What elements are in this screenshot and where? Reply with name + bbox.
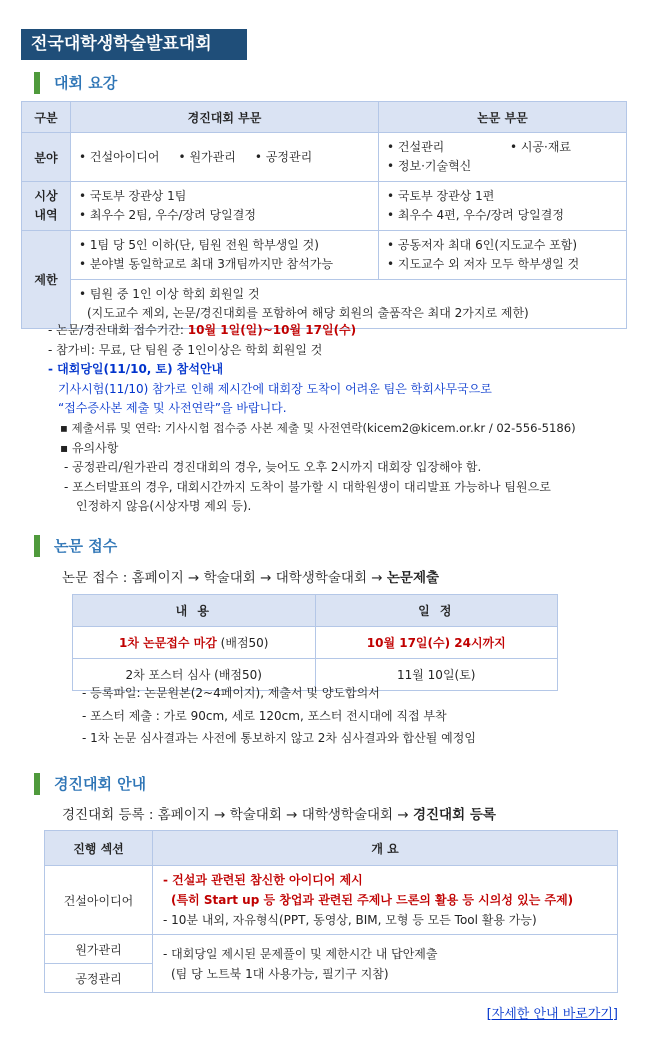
header-content: 내 용 (73, 595, 316, 627)
notes-caution-2: - 포스터발표의 경우, 대회시간까지 도착이 불가할 시 대학원생이 대리발표 가능하나 팀원으로 (64, 479, 551, 494)
header-section: 진행 섹션 (45, 831, 153, 866)
schedule-date: 11월 10일(토) (315, 659, 558, 691)
header-schedule: 일 정 (315, 595, 558, 627)
period-value: 10월 1일(일)~10월 17일(수) (187, 323, 357, 337)
table-row (22, 133, 627, 182)
table-header-row (45, 831, 618, 866)
mgmt-line-1: - 대회당일 제시된 문제풀이 및 제한시간 내 답안제출 (163, 946, 438, 961)
contest-award-cell (71, 182, 379, 231)
schedule-item: 1차 논문접수 마감 (배점50) (73, 627, 316, 659)
list-item: • 건설관리 (387, 140, 445, 154)
header-contest: 경진대회 부문 (71, 102, 379, 133)
overview-table (21, 101, 627, 329)
paper-flow: 논문 접수 : 홈페이지 → 학술대회 → 대학생학술대회 → 논문제출 (62, 570, 440, 586)
list-item: • 지도교수 외 저자 모두 학부생일 것 (387, 255, 618, 274)
table-header-row (73, 595, 558, 627)
contest-flow: 경진대회 등록 : 홈페이지 → 학술대회 → 대학생학술대회 → 경진대회 등록 (62, 807, 496, 823)
notes-block (48, 321, 628, 517)
list-item: • 1팀 당 5인 이하(단, 팀원 전원 학부생일 것) (79, 236, 370, 255)
list-item: • 최우수 2팀, 우수/장려 당일결정 (79, 206, 370, 225)
process-label: 공정관리 (45, 964, 153, 993)
list-item: • 시공·재료 (509, 140, 572, 154)
notes-caution-1: - 공정관리/원가관리 경진대회의 경우, 늦어도 오후 2시까지 대회장 입장해야 함. (64, 460, 482, 475)
list-item: (지도교수 제외, 논문/경진대회를 포함하여 해당 회원의 출품작은 최대 2가지로 제한) (87, 306, 529, 320)
page-title: 전국대학생학술발표대회 (21, 29, 247, 60)
table-row (45, 935, 618, 964)
paper-limit-cell (379, 231, 627, 280)
idea-line-3: - 10분 내외, 자유형식(PPT, 동영상, BIM, 모형 등 모든 Tool 활용 가능) (163, 913, 537, 927)
notes-exam-1: 기사시험(11/10) 참가로 인해 제시간에 대회장 도착이 어려운 팀은 학회사무국으로 (58, 381, 492, 396)
paper-field-cell (379, 133, 627, 182)
contest-field-cell (71, 133, 379, 182)
header-category: 구분 (22, 102, 71, 133)
idea-line-1: - 건설과 관련된 참신한 아이디어 제시 (163, 873, 363, 887)
list-item: • 원가관리 (178, 149, 236, 164)
table-row (22, 182, 627, 231)
table-row (73, 627, 558, 659)
contest-limit-cell (71, 231, 379, 280)
table-row (45, 866, 618, 935)
header-overview: 개 요 (153, 831, 618, 866)
notes-caution-3: 인정하지 않음(시상자명 제외 등). (76, 499, 252, 514)
schedule-item: 2차 포스터 심사 (배점50) (73, 659, 316, 691)
table-row (22, 231, 627, 280)
schedule-date: 10월 17일(수) 24시까지 (315, 627, 558, 659)
list-item: • 공정관리 (254, 149, 313, 164)
notes-submit: ▪ 제출서류 및 연락: 기사시험 접수증 사본 제출 및 사전연락(kicem2@kicem.or.kr / 02-556-5186) (60, 420, 576, 435)
list-item: • 팀원 중 1인 이상 학회 회원일 것 (79, 285, 618, 304)
list-item: - 포스터 제출 : 가로 90cm, 세로 120cm, 포스터 전시대에 직접 부착 (82, 708, 447, 723)
list-item: - 1차 논문 심사결과는 사전에 통보하지 않고 2차 심사결과와 합산될 예정임 (82, 731, 476, 745)
list-item: • 정보·기술혁신 (387, 159, 472, 173)
row-label-field: 분야 (22, 133, 71, 182)
row-label-award: 시상 내역 (22, 182, 71, 231)
row-label-limit: 제한 (22, 231, 71, 329)
cost-label: 원가관리 (45, 935, 153, 964)
section-heading-overview: 대회 요강 (34, 72, 117, 94)
list-item: - 등록파일: 논문원본(2~4페이지), 제출서 및 양도합의서 (82, 686, 380, 700)
idea-line-2: (특히 Start up 등 창업과 관련된 주제나 드론의 활용 등 시의성 있는 주제) (171, 893, 574, 907)
detail-link[interactable]: [자세한 안내 바로가기] (486, 1007, 618, 1022)
notes-day-heading: - 대회당일(11/10, 토) 참석안내 (48, 362, 224, 377)
notes-fee: - 참가비: 무료, 단 팀원 중 1인이상은 학회 회원일 것 (48, 342, 323, 357)
notes-period: - 논문/경진대회 접수기간: 10월 1일(일)~10월 17일(수) (48, 323, 357, 337)
list-item: • 공동저자 최대 6인(지도교수 포함) (387, 236, 618, 255)
idea-desc (153, 866, 618, 935)
header-paper: 논문 부문 (379, 102, 627, 133)
notes-exam-2: “접수증사본 제출 및 사전연락”을 바랍니다. (58, 401, 287, 416)
paper-flow-last: 논문제출 (386, 570, 440, 586)
list-item: • 국토부 장관상 1편 (387, 187, 618, 206)
mgmt-line-2: (팀 당 노트북 1대 사용가능, 필기구 지참) (171, 966, 389, 981)
table-header-row (22, 102, 627, 133)
paper-bullets (82, 682, 476, 750)
list-item: • 국토부 장관상 1팀 (79, 187, 370, 206)
list-item: • 건설아이디어 (79, 149, 160, 164)
schedule-table (72, 594, 558, 691)
section-heading-contest: 경진대회 안내 (34, 773, 146, 795)
list-item: • 분야별 동일학교로 최대 3개팀까지만 참석가능 (79, 255, 370, 274)
list-item: • 최우수 4편, 우수/장려 당일결정 (387, 206, 618, 225)
section-heading-paper: 논문 접수 (34, 535, 117, 557)
idea-label: 건설아이디어 (45, 866, 153, 935)
contest-table (44, 830, 618, 993)
contest-flow-last: 경진대회 등록 (412, 807, 496, 823)
mgmt-desc (153, 935, 618, 993)
paper-award-cell (379, 182, 627, 231)
notes-caution-head: ▪ 유의사항 (60, 440, 119, 455)
